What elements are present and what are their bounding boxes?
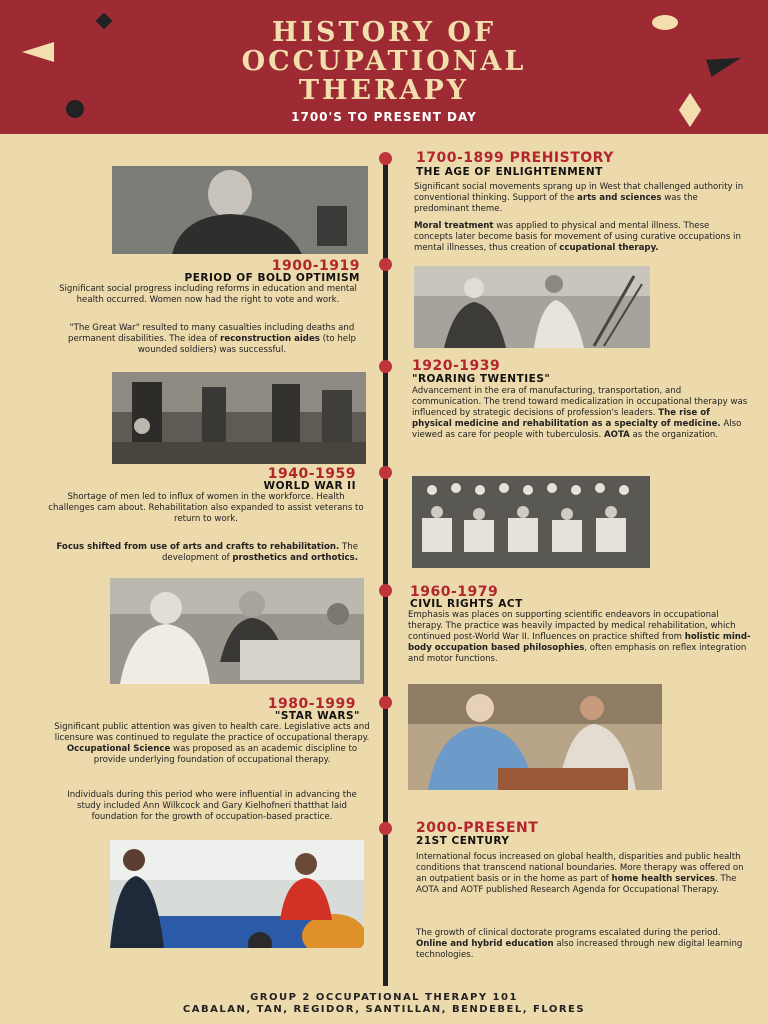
workshop-photo: [112, 372, 366, 464]
era-paragraph: The growth of clinical doctorate programs escalated during the period. Online and hybrid education also increased through new digital learning technologies.: [416, 928, 743, 960]
timeline-dot: [379, 696, 392, 709]
era-heading: THE AGE OF ENLIGHTENMENT: [416, 166, 603, 178]
era-heading: WORLD WAR II: [263, 480, 356, 492]
child-therapy-photo: [110, 840, 364, 948]
era-paragraph: Moral treatment was applied to physical and mental illness. These concepts later become basis for movement of using curative occupations in mental illnesses, thus creation of ccupational therapy.: [414, 221, 741, 253]
timeline-dot: [379, 360, 392, 373]
era-paragraph: Significant social progress including reforms in education and mental health occurred. Women now had the right to vote and work.: [59, 284, 357, 305]
page-title: [0, 18, 768, 105]
era-paragraph: International focus increased on global health, disparities and public health conditions that transcend national boundaries. More therapy was offered on an outpatient basis or in the home as part of home health services. The AOTA and AOTF published Research Agenda for Occupational Therapy.: [416, 852, 744, 895]
therapy-session-photo: [110, 578, 364, 684]
era-period: 1900-1919: [271, 258, 360, 274]
timeline-dot: [379, 822, 392, 835]
era-period: 1920-1939: [412, 358, 501, 374]
era-paragraph: Emphasis was places on supporting scientific endeavors in occupational therapy. The practice was heavily impacted by medical rehabilitation, which continued post-World War II. Influences on practice shifted from holistic mind-body occupation based philosophies, often emphasis on reflex integration and motor functions.: [408, 610, 751, 664]
era-paragraph: Individuals during this period who were influential in advancing the study included Ann Wilkcock and Gary Kielhofneri thatthat laid foundation for the growth of occupation-based practice.: [67, 790, 357, 822]
page-subtitle: 1700'S TO PRESENT DAY: [291, 110, 477, 124]
era-heading: PERIOD OF BOLD OPTIMISM: [184, 272, 360, 284]
nurses-photo: [414, 266, 650, 348]
era-period: 2000-PRESENT: [416, 820, 539, 836]
timeline-dot: [379, 258, 392, 271]
era-paragraph: Focus shifted from use of arts and crafts to rehabilitation. The development of prosthetics and orthotics.: [56, 542, 358, 563]
era-paragraph: Significant social movements sprang up in West that challenged authority in conventional thinking. Support of the arts and sciences was the predominant theme.: [414, 182, 744, 214]
era-heading: CIVIL RIGHTS ACT: [410, 598, 523, 610]
era-heading: "STAR WARS": [274, 710, 360, 722]
title-line: THERAPY: [298, 75, 470, 106]
footer-members: CABALAN, TAN, REGIDOR, SANTILLAN, BENDEBEL, FLORES: [182, 1004, 586, 1015]
era-paragraph: Significant public attention was given to health care. Legislative acts and licensure was continued to regulate the practice of occupational therapy. Occupational Science was proposed as an academic discipline to provide underlying foundation of occupational therapy.: [54, 722, 370, 765]
title-line: HISTORY OF: [271, 17, 497, 48]
era-period: 1960-1979: [410, 584, 499, 600]
header-banner: [0, 0, 768, 134]
timeline-dot: [379, 466, 392, 479]
era-paragraph: "The Great War" resulted to many casualties including deaths and permanent disabilities. The idea of reconstruction aides (to help wounded soldiers) was successful.: [68, 323, 356, 355]
era-period: 1700-1899 PREHISTORY: [416, 150, 614, 166]
timeline-line: [383, 156, 388, 986]
elderly-therapy-photo: [408, 684, 662, 790]
era-period: 1980-1999: [267, 696, 356, 712]
era-paragraph: Shortage of men led to influx of women in the workforce. Health challenges cam about. Rehabilitation also expanded to assist veterans to return to work.: [48, 492, 364, 524]
era-period: 1940-1959: [267, 466, 356, 482]
timeline-dot: [379, 584, 392, 597]
title-line: OCCUPATIONAL: [241, 46, 527, 77]
timeline-dot: [379, 152, 392, 165]
era-heading: "ROARING TWENTIES": [412, 373, 551, 385]
era-paragraph: Advancement in the era of manufacturing, transportation, and communication. The trend toward medicalization in occupational therapy was influenced by strategic decisions of profession's leaders. The rise of physical medicine and rehabilitation as a specialty of medicine. Also viewed as care for people with tuberculosis. AOTA as the organization.: [412, 386, 748, 440]
era-heading: 21ST CENTURY: [416, 835, 510, 847]
group-photo: [412, 476, 650, 568]
footer-group: GROUP 2 OCCUPATIONAL THERAPY 101: [250, 992, 518, 1003]
portrait-photo: [112, 166, 368, 254]
